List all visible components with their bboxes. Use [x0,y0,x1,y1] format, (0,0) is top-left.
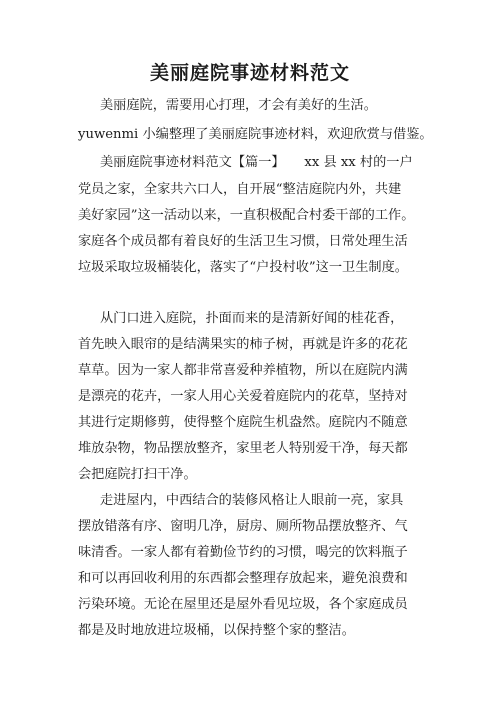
paragraph-1-line-2: yuwenmi 小编整理了美丽庭院事迹材料，欢迎欣赏与借鉴。 [78,127,433,142]
paragraph-3-line-6: 堆放杂物，物品摆放整齐，家里老人特别爱干净，每天都 [78,441,408,456]
paragraph-2-line-5: 垃圾采取垃圾桶装化，落实了“户投村收”这一卫生制度。 [78,260,408,275]
paragraph-4-line-4: 和可以再回收利用的东西都会整理存放起来，避免浪费和 [78,571,408,586]
paragraph-3-line-1: 从门口进入庭院，扑面而来的是清新好闻的桂花香， [100,311,404,326]
paragraph-1-line-1: 美丽庭院，需要用心打理，才会有美好的生活。 [100,98,377,113]
paragraph-3-line-4: 是漂亮的花卉，一家人用心关爱着庭院内的花草，坚持对 [78,389,408,404]
paragraph-3-line-7: 会把庭院打扫干净。 [78,467,197,482]
paragraph-3-line-5: 其进行定期修剪，使得整个庭院生机盎然。庭院内不随意 [78,415,408,430]
paragraph-3-line-3: 草草。因为一家人都非常喜爱种养植物，所以在庭院内满 [78,363,408,378]
document-title: 美丽庭院事迹材料范文 [149,62,350,84]
paragraph-4-line-5: 污染环境。无论在屋里还是屋外看见垃圾，各个家庭成员 [78,597,408,612]
paragraph-2-line-4: 家庭各个成员都有着良好的生活卫生习惯，日常处理生活 [78,234,408,249]
paragraph-3-line-2: 首先映入眼帘的是结满果实的柿子树，再就是许多的花花 [78,337,408,352]
paragraph-2-line-3: 美好家园”这一活动以来，一直积极配合村委干部的工作。 [78,208,415,223]
paragraph-4-line-6: 都是及时地放进垃圾桶，以保持整个家的整洁。 [78,623,355,638]
paragraph-4-line-2: 摆放错落有序、窗明几净，厨房、厕所物品摆放整齐、气 [78,519,408,534]
paragraph-4-line-3: 味清香。一家人都有着勤俭节约的习惯，喝完的饮料瓶子 [78,545,408,560]
paragraph-2-line-1: 美丽庭院事迹材料范文【篇一】 xx 县 xx 村的一户 [100,155,413,170]
paragraph-4-line-1: 走进屋内，中西结合的装修风格让人眼前一亮，家具 [100,493,404,508]
paragraph-2-line-2: 党员之家，全家共六口人，自开展“整洁庭院内外，共建 [78,182,402,197]
